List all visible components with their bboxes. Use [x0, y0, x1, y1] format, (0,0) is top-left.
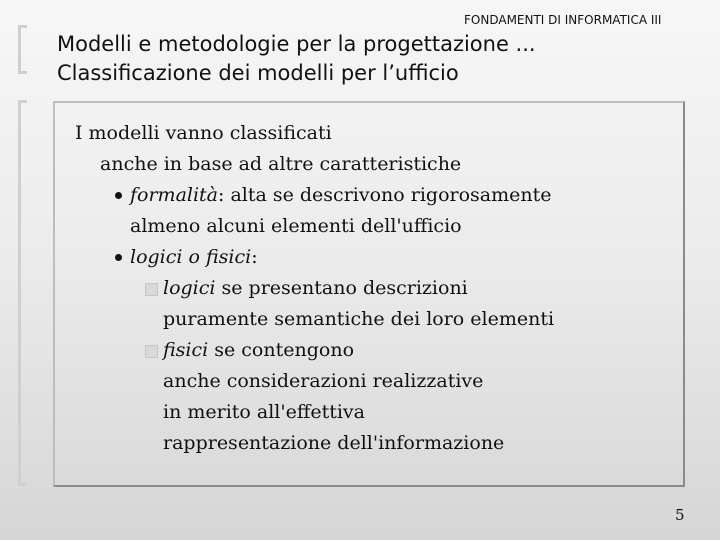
title-line-1: Modelli e metodologie per la progettazione ... — [57, 32, 536, 56]
square-bullet-icon — [145, 345, 158, 358]
sub-item-logici — [75, 273, 554, 304]
sub-1-term: logici — [163, 277, 216, 299]
title-bracket-decoration — [18, 25, 27, 74]
bullet-1-text: : alta se descrivono rigorosamente — [218, 184, 552, 206]
intro-line-1: I modelli vanno classificati — [75, 122, 332, 144]
sub-2-line-4: rappresentazione dell'informazione — [163, 432, 505, 454]
sub-item-fisici — [75, 335, 554, 366]
bullet-2-term: logici o fisici — [130, 246, 252, 268]
bullet-dot-icon — [115, 192, 122, 199]
page-number: 5 — [675, 506, 685, 524]
bullet-item-formalita — [75, 180, 554, 211]
sub-2-text: se contengono — [208, 339, 355, 361]
bullet-dot-icon — [115, 254, 122, 261]
slide-title — [57, 30, 536, 88]
sub-1-line-2: puramente semantiche dei loro elementi — [163, 308, 555, 330]
sub-1-text: se presentano descrizioni — [215, 277, 468, 299]
course-header: FONDAMENTI DI INFORMATICA III — [464, 13, 662, 27]
content-bracket-decoration — [18, 100, 27, 486]
slide-body — [75, 118, 554, 459]
square-bullet-icon — [145, 283, 158, 296]
sub-2-line-3: in merito all'effettiva — [163, 401, 365, 423]
bullet-1-line-2: almeno alcuni elementi dell'ufficio — [130, 215, 462, 237]
sub-2-term: fisici — [163, 339, 209, 361]
bullet-1-term: formalità — [130, 184, 219, 206]
intro-line-2: anche in base ad altre caratteristiche — [100, 153, 462, 175]
sub-2-line-2: anche considerazioni realizzative — [163, 370, 484, 392]
bullet-item-logici-fisici — [75, 242, 554, 273]
title-line-2: Classificazione dei modelli per l’ufficio — [57, 61, 459, 85]
bullet-2-text: : — [251, 246, 258, 268]
